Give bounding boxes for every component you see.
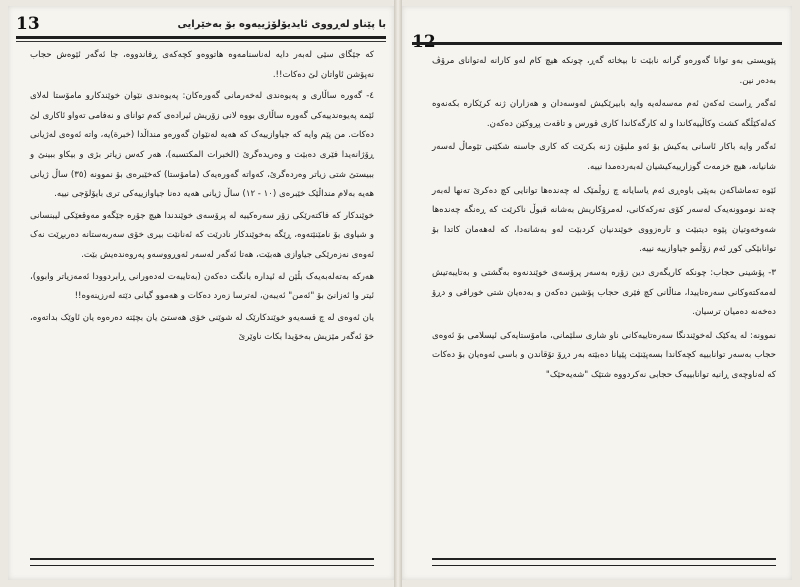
- paragraph: کە جێگای سێی لەبەر دایە لەناسنامەوە هاتووەو کچەکەی ڕفاندووە، جا ئەگەر ئێوەش حجاب نەپۆشن ئاواتان لێ دەکات!!.: [30, 50, 374, 80]
- paragraph: ئەگەر وایە باکار ئاسانی یەکیش بۆ ئەو ملیۆن ژنە بکرێت کە کاری جاسنە شکێنی تێوماڵ لەسەر شانیانە، هیچ خزمەت گوزارییەکیشیان لەبەردەمدا نییە.: [432, 142, 776, 172]
- left-footer-rule: [30, 558, 374, 566]
- right-page-body: [432, 52, 776, 386]
- running-head: با پێناو لەڕووی ئایدیۆلۆژییەوە بۆ بەخێرایی: [177, 18, 386, 30]
- left-page-number: 13: [16, 14, 40, 34]
- right-page-header: [412, 14, 782, 52]
- paragraph: یان ئەوەی لە چ قسەیەو خوێندکارێک لە شوێنی خۆی هەستێ یان بچێتە دەرەوە یان ئاوێک بداتەوە، خۆ ئەگەر مێزیش بەخۆیدا بکات ناوێرێ: [30, 312, 374, 343]
- paragraph: ئەگەر ڕاست ئەکەن ئەم مەسەلەیە وایە بابیرێکیش لەوسەدان و هەزاران ژنە کرێکارە بکەنەوە کەلەکێڵگە کشت وکاڵییەکاندا و لە کارگەکاندا کاری قورس و تاقەت پڕوکێن دەکەن.: [432, 99, 776, 129]
- right-page: [402, 6, 792, 580]
- paragraph: ئێوە تەماشاکەن بەپێی باوەڕی ئەم یاسایانە چ زوڵمێک لە چەندەها توانایی کچ دەکرێ تەنها لەبەر چەند نوموونەیەک لەسەر کۆی تەرکەکانی، لەمرۆکاریش بەشانە قبوڵ ناکرێت کە ڕەنگە چەندەها شەوخەوتیان پێوە دیتبێت و تارەزووی خوێندنیان کردبێت لەو بەشانەدا، کە لەهەمان کاتدا بۆ توانابێکی کوڕ ئەم زۆڵمو جیاوازییە نییە.: [432, 185, 776, 255]
- left-page-body: [30, 46, 374, 348]
- left-header-rule: [16, 36, 386, 39]
- paragraph: پێویستی بەو توانا گەورەو گرانە نابێت تا بیخاتە گەڕ، چونکە هیچ کام لەو کارانە لەتوانای مرۆڤ بەدەر نین.: [432, 56, 776, 86]
- book-spine: [394, 0, 402, 587]
- left-header-rule-thin: [16, 41, 386, 42]
- section-heading-paragraph: ٤- گەورە ساڵاری و پەیوەندی لەخەرمانی گەورەکان: پەیوەندی نێوان خوێندکارو مامۆستا لەلای ئێمە پەیوەندییەکی گەورە ساڵاری بووە لانی زۆریش ئیراده‌ی کەم توانای و نەفامی تەواو ئاکاری لێ دەکات. من پێم وایە کە جیاوازییەک کە هەیە لەنێوان گەورەو منداڵدا (خبرة)یە، واتە ئەوەی لەژیانی ڕۆژانەیدا فێری دەبێت و وەریدەگرێ (الخبرات المکتسبە)، هەر کەس زیاتر بژی و بیکاو ببینێ و ببیستێ شتی زیاتر وەردەگرێ، کەواتە گەورەیەک (مامۆستا) کەخێبرەی بۆ نموونە (٣٥) ساڵ ژیانی هەیە بەلام منداڵێک خێبرەی (١٠ - ١٢) ساڵ ژیانی هەیە دەنا جیاوازییەکی تری بایۆلۆجی نییە.: [30, 91, 374, 200]
- right-footer-rule: [432, 558, 776, 566]
- left-page: [8, 6, 394, 580]
- section-heading-paragraph: ٣- پۆشینی حجاب: چونکە کاریگەری دین زۆرە بەسەر پرۆسەی خوێندنەوە بەگشتی و بەتایبەتیش لەمەکتەوکانی سەرەتاییدا، مناڵانی کچ فێری حجاب پۆشین دەکەن و بەدەیان شتی خورافی و دڕۆ دەخەنە دەمیان ترسیان.: [432, 267, 776, 318]
- left-page-header: [16, 14, 386, 34]
- paragraph: نموونە: لە یەکێک لەخوێندنگا سەرەتاییەکانی ناو شاری سلێمانی، مامۆستایەکی ئیسلامی بۆ ئەوەی حجاب بەسەر توانابییە کچەکاندا بسەپێنێت پێیانا دەبێتە بەر دڕۆ تۆقاندن و باسی ئەوەیان بۆ دەکات کە لەناوچەی ڕانیە توانابییەک حجابی نەکردووە شتێک "شەیەحێک": [432, 330, 776, 380]
- right-header-rule: [412, 42, 782, 45]
- paragraph: خوێندکار کە فاکتەرێکی زۆر سەرەکییە لە پرۆسەی خوێندندا هیچ جۆرە جێگەو مەوقعێکی لیبنسانی و شیاوی بۆ نامێنێتەوە، ڕێگە بەخوێندکار نادرێت کە ئەنانێت بیری خۆی سەربەستانە دەربڕێت نەک ئەوەی نەزەرێکی جیاوازی هەبێت، هەتا ئەگەر لەسەر ئەوڕووسەو پەروەندەیش بێت.: [30, 210, 374, 260]
- paragraph: هەرکە بەتەلەبەیەک بڵێن لە ئیدارە بانگت دەکەن (بەتایبەت لەدەورانی ڕابردوودا ئەمەزیاتر وابوو)، ئیتر وا ئەزانێ بۆ "ئەمن" ئەیبەن، لەترسا زەرد دەکات و هەموو گیانی دێتە لەرزینەوە!!: [30, 271, 374, 302]
